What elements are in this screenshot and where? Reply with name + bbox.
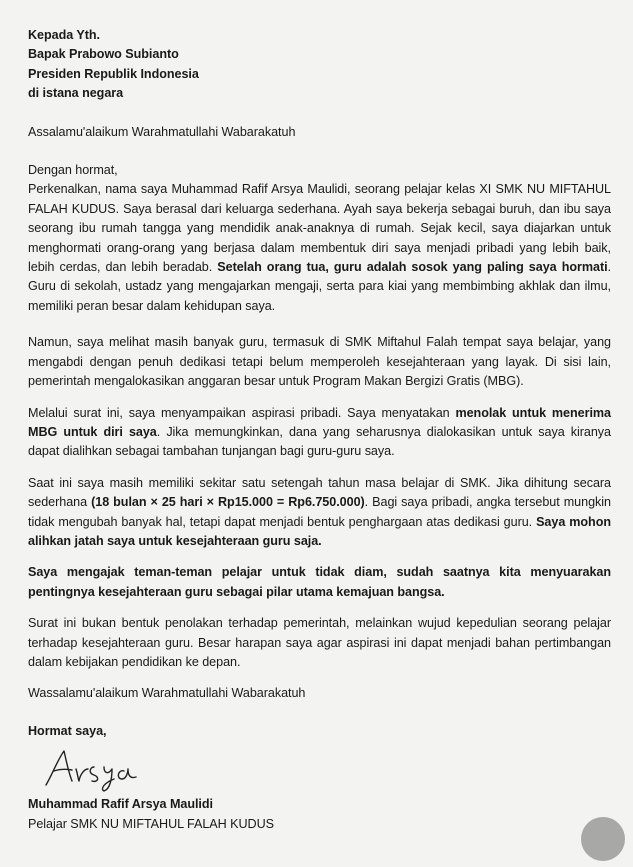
closing-greeting: Wassalamu'alaikum Warahmatullahi Wabarakatuh — [28, 686, 306, 701]
signer-title: Pelajar SMK NU MIFTAHUL FALAH KUDUS — [28, 816, 274, 831]
signoff: Hormat saya, — [28, 723, 107, 738]
signer-name: Muhammad Rafif Arsya Maulidi — [28, 797, 213, 812]
paragraph-clarification: Surat ini bukan bentuk penolakan terhadap pemerintah, melainkan wujud kepedulian seorang pelajar terhadap kesejahteraan guru. Besar harapan saya agar aspirasi ini dapat menjadi bahan pertimbangan dalam kebijakan pendidikan ke depan. — [28, 616, 611, 669]
address-line: Kepada Yth. — [28, 28, 100, 42]
handwritten-signature-icon — [42, 745, 162, 793]
opening-greeting: Assalamu'alaikum Warahmatullahi Wabarakatuh — [28, 124, 296, 139]
address-line: Presiden Republik Indonesia — [28, 66, 199, 81]
signature — [28, 741, 611, 795]
recipient-address — [28, 26, 611, 104]
paragraph-call-to-action: Saya mengajak teman-teman pelajar untuk tidak diam, sudah saatnya kita menyuarakan pentingnya kesejahteraan guru sebagai pilar utama kemajuan bangsa. — [28, 565, 611, 599]
paragraph-aspiration: Melalui surat ini, saya menyampaikan aspirasi pribadi. Saya menyatakan menolak untuk menerima MBG untuk diri saya. Jika memungkinkan, dana yang seharusnya dialokasikan untuk saya kiranya dapat dialihkan sebagai tambahan tunjangan bagi guru-guru saya. — [28, 405, 611, 459]
address-line: di istana negara — [28, 86, 124, 101]
corner-overlay-icon — [581, 817, 625, 861]
salutation: Dengan hormat, — [28, 163, 118, 178]
paragraph-teacher-welfare: Namun, saya melihat masih banyak guru, termasuk di SMK Miftahul Falah tempat saya belajar, yang mengabdi dengan penuh dedikasi tetapi belum memperoleh kesejahteraan yang layak. Di sisi lain, pemerintah mengalokasikan anggaran besar untuk Program Makan Bergizi Gratis (MBG). — [28, 335, 611, 389]
paragraph-introduction: Perkenalkan, nama saya Muhammad Rafif Arsya Maulidi, seorang pelajar kelas XI SMK NU MIFTAHUL FALAH KUDUS. Saya berasal dari keluarga sederhana. Ayah saya bekerja sebagai buruh, dan ibu saya seorang ibu rumah tangga yang mendidik anak-anaknya di rumah. Sejak kecil, saya diajarkan untuk menghormati orang-orang yang berjasa dalam membentuk diri saya menjadi pribadi yang lebih baik, lebih cerdas, dan lebih beradab. Setelah orang tua, guru adalah sosok yang paling saya hormati. Guru di sekolah, ustadz yang mengajarkan mengaji, serta para kiai yang membimbing akhlak dan ilmu, memiliki peran besar dalam kehidupan saya. — [28, 182, 611, 313]
address-line: Bapak Prabowo Subianto — [28, 47, 179, 62]
paragraph-calculation: Saat ini saya masih memiliki sekitar satu setengah tahun masa belajar di SMK. Jika dihitung secara sederhana (18 bulan × 25 hari × Rp15.000 = Rp6.750.000). Bagi saya pribadi, angka tersebut mungkin tidak mengubah banyak hal, tetapi dapat menjadi bentuk penghargaan atas dedikasi guru. Saya mohon alihkan jatah saya untuk kesejahteraan guru saja. — [28, 475, 611, 548]
